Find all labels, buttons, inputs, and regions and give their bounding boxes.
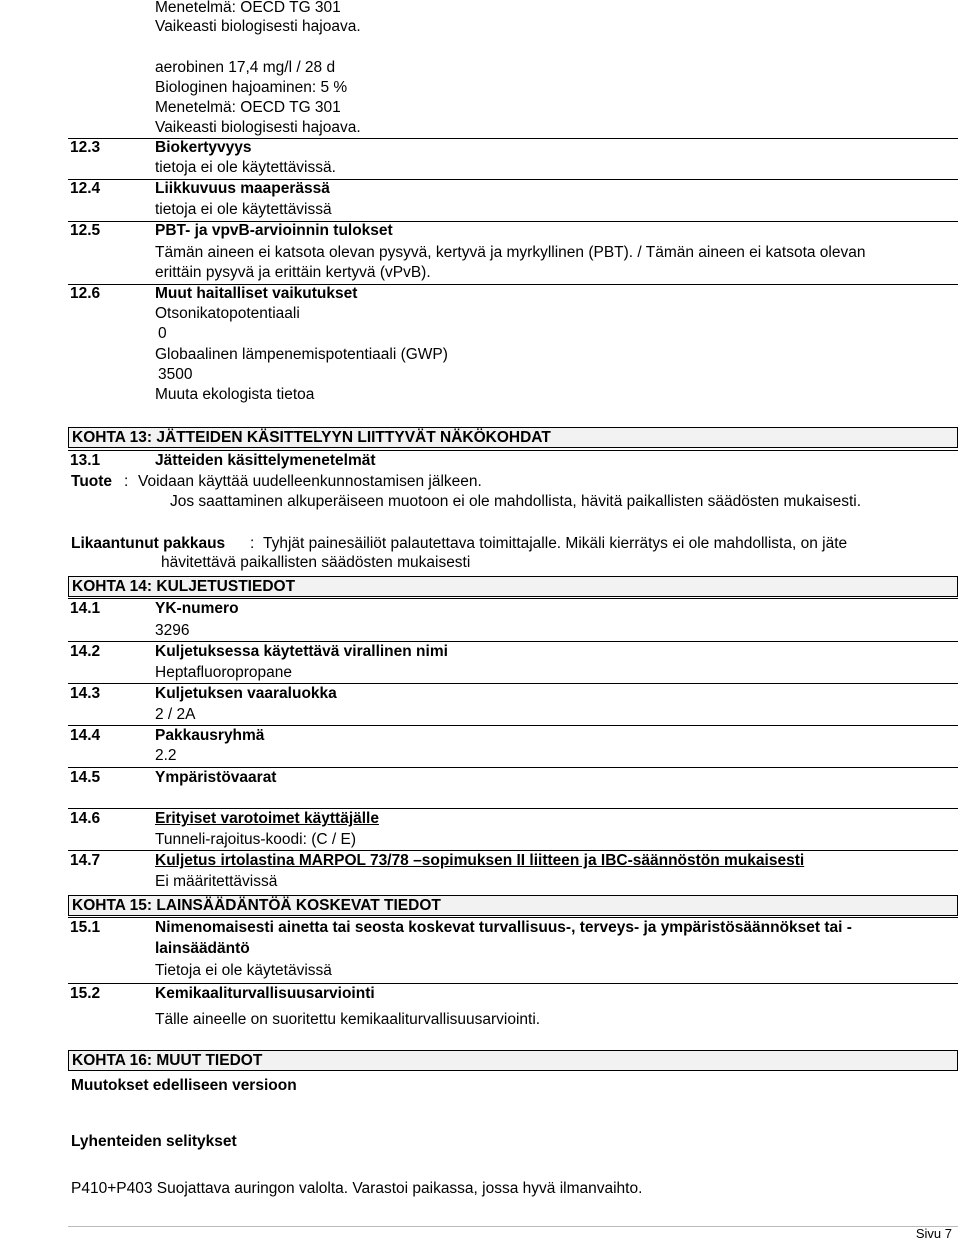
product-text-line-2: Jos saattaminen alkuperäiseen muotoon ei ole mahdollista, hävitä paikallisten säädösten mukaisesti. [170,493,862,510]
subsection-title-regulations-line-1: Nimenomaisesti ainetta tai seosta koskevat turvallisuus-, terveys- ja ympäristösäännökset tai - [155,919,852,936]
subsection-value: tietoja ei ole käytettävissä [155,201,332,218]
subsection-number: 15.2 [70,985,101,1002]
method-line-1: Menetelmä: OECD TG 301 [155,0,341,16]
subsection-title-regulations-line-2: lainsäädäntö [155,940,250,957]
footer-divider [68,1226,958,1227]
subsection-value: tietoja ei ole käytettävissä. [155,159,336,176]
subsection-number: 12.6 [70,285,101,302]
shipping-name-value: Heptafluoropropane [155,664,293,681]
subsection-title-waste: Jätteiden käsittelymenetelmät [155,452,376,469]
packaging-label: Likaantunut pakkaus [71,535,226,552]
subsection-number: 13.1 [70,452,101,469]
packaging-separator: : [250,535,255,552]
gwp-label: Globaalinen lämpenemispotentiaali (GWP) [155,346,448,363]
section-header-16 [68,1050,958,1071]
changes-heading: Muutokset edelliseen versioon [71,1077,297,1094]
subsection-title-bulk-transport: Kuljetus irtolastina MARPOL 73/78 –sopimuksen II liitteen ja IBC-säännöstön mukaisesti [155,852,805,869]
subsection-number: 14.7 [70,852,101,869]
tunnel-code-value: Tunneli-rajoitus-koodi: (C / E) [155,831,356,848]
section-header-text: KOHTA 14: KULJETUSTIEDOT [72,578,296,595]
slow-biodegradable-2: Vaikeasti biologisesti hajoava. [155,119,361,136]
section-header-14 [68,576,958,597]
section-header-text: KOHTA 16: MUUT TIEDOT [72,1052,263,1069]
subsection-title-chemical-safety: Kemikaaliturvallisuusarviointi [155,985,375,1002]
slow-biodegradable-1: Vaikeasti biologisesti hajoava. [155,18,361,35]
ozone-value: 0 [158,325,167,342]
section-header-15 [68,895,958,916]
subsection-title-other-effects: Muut haitalliset vaikutukset [155,285,358,302]
product-separator: : [124,473,129,490]
subsection-number: 14.5 [70,769,101,786]
subsection-title-packing-group: Pakkausryhmä [155,727,265,744]
product-text-line-1: Voidaan käyttää uudelleenkunnostamisen jälkeen. [138,473,482,490]
subsection-number: 12.4 [70,180,101,197]
aerobic-line: aerobinen 17,4 mg/l / 28 d [155,59,336,76]
subsection-title-bioaccumulation: Biokertyvyys [155,139,252,156]
hazard-class-value: 2 / 2A [155,706,196,723]
subsection-number: 14.3 [70,685,101,702]
other-eco-info: Muuta ekologista tietoa [155,386,315,403]
subsection-title-pbt: PBT- ja vpvB-arvioinnin tulokset [155,222,393,239]
chemical-safety-value: Tälle aineelle on suoritettu kemikaaliturvallisuusarviointi. [155,1011,541,1028]
product-label: Tuote [71,473,113,490]
pbt-text-line-1: Tämän aineen ei katsota olevan pysyvä, kertyvä ja myrkyllinen (PBT). / Tämän aineen ei katsota olevan [155,244,866,261]
subsection-number: 12.5 [70,222,101,239]
packing-group-value: 2.2 [155,747,177,764]
regulations-value: Tietoja ei ole käytetävissä [155,962,332,979]
subsection-number: 14.2 [70,643,101,660]
bulk-transport-value: Ei määritettävissä [155,873,278,890]
subsection-title-special-precautions: Erityiset varotoimet käyttäjälle [155,810,379,827]
abbreviations-heading: Lyhenteiden selitykset [71,1133,237,1150]
subsection-number: 14.1 [70,600,101,617]
subsection-title-shipping-name: Kuljetuksessa käytettävä virallinen nimi [155,643,448,660]
method-line-2: Menetelmä: OECD TG 301 [155,99,341,116]
packaging-text-line-2: hävitettävä paikallisten säädösten mukaisesti [161,554,471,571]
subsection-number: 14.4 [70,727,101,744]
p410-statement: P410+P403 Suojattava auringon valolta. Varastoi paikassa, jossa hyvä ilmanvaihto. [71,1180,643,1197]
subsection-title-hazard-class: Kuljetuksen vaaraluokka [155,685,337,702]
subsection-title-mobility: Liikkuvuus maaperässä [155,180,330,197]
packaging-text-line-1: Tyhjät painesäiliöt palautettava toimittajalle. Mikäli kierrätys ei ole mahdollista, on jäte [263,535,848,552]
pbt-text-line-2: erittäin pysyvä ja erittäin kertyvä (vPvB). [155,264,431,281]
section-header-text: KOHTA 13: JÄTTEIDEN KÄSITTELYYN LIITTYVÄT NÄKÖKOHDAT [72,429,551,446]
subsection-number: 14.6 [70,810,101,827]
subsection-number: 12.3 [70,139,101,156]
subsection-title-un-number: YK-numero [155,600,239,617]
section-header-13 [68,427,958,448]
biodegradation-line: Biologinen hajoaminen: 5 % [155,79,348,96]
un-number-value: 3296 [155,622,190,639]
subsection-number: 15.1 [70,919,101,936]
section-header-text: KOHTA 15: LAINSÄÄDÄNTÖÄ KOSKEVAT TIEDOT [72,897,441,914]
gwp-value: 3500 [158,366,193,383]
ozone-label: Otsonikatopotentiaali [155,305,300,322]
subsection-title-environmental-hazards: Ympäristövaarat [155,769,277,786]
page-number: Sivu 7 [915,1226,952,1241]
